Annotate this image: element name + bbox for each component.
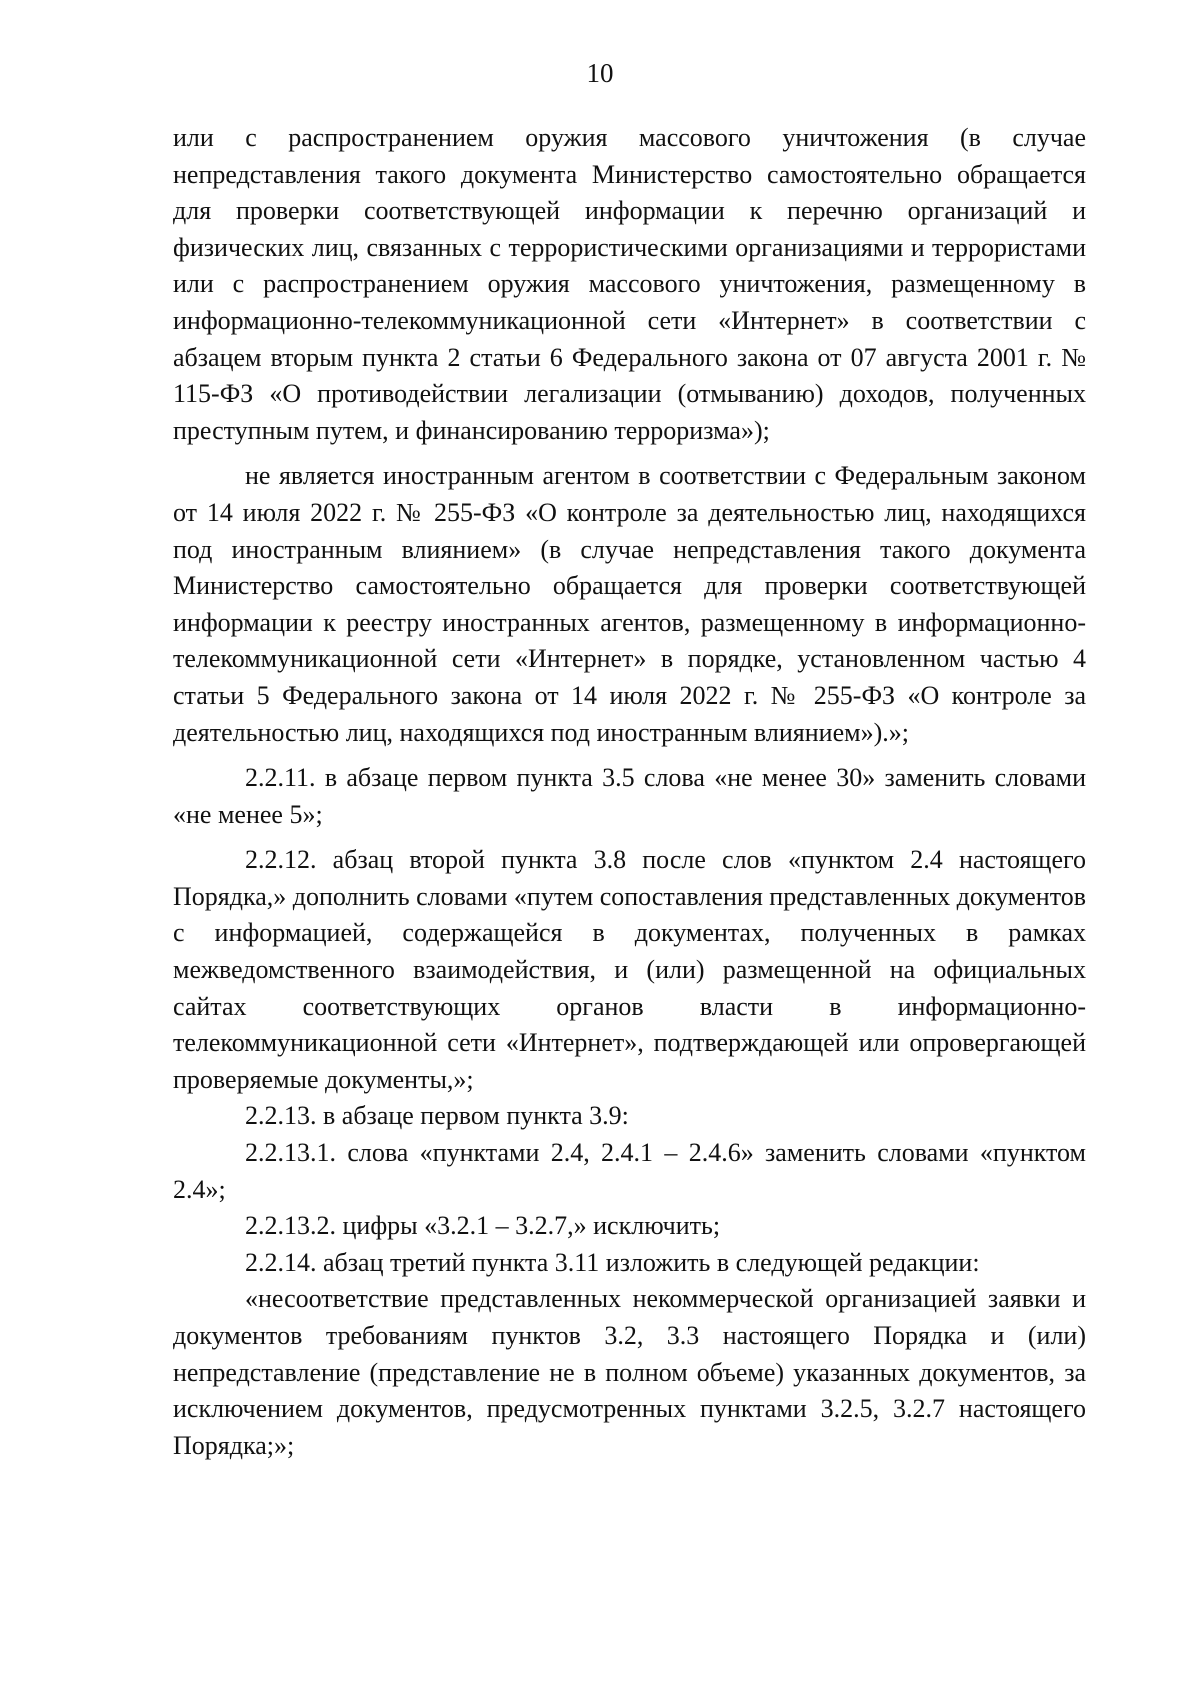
- paragraph-8: 2.2.14. абзац третий пункта 3.11 изложить в следующей редакции:: [245, 1247, 980, 1277]
- paragraph-3: 2.2.11. в абзаце первом пункта 3.5 слова «не менее 30» заменить словами «не менее 5»;: [173, 763, 1086, 829]
- paragraph-2: не является иностранным агентом в соответствии с Федеральным законом от 14 июля 2022 г. № 255-ФЗ «О контроле за деятельностью лиц, находящихся под иностранным влиянием» (в случае непредставления такого документа Министерство самостоятельно обращается для проверки соответствующей информации к реестру иностранных агентов, размещенному в информационно-телекоммуникационной сети «Интернет» в порядке, установленном частью 4 статьи 5 Федерального закона от 14 июля 2022 г. № 255-ФЗ «О контроле за деятельностью лиц, находящихся под иностранным влиянием»).»;: [173, 461, 1086, 747]
- page-number: 10: [586, 58, 614, 88]
- paragraph-5: 2.2.13. в абзаце первом пункта 3.9:: [245, 1101, 629, 1131]
- paragraph-9: «несоответствие представленных некоммерческой организацией заявки и документов требованиям пунктов 3.2, 3.3 настоящего Порядка и (или) непредставление (представление не в полном объеме) указанных документов, за исключением документов, предусмотренных пунктами 3.2.5, 3.2.7 настоящего Порядка;»;: [173, 1284, 1086, 1460]
- paragraph-1: или с распространением оружия массового уничтожения (в случае непредставления такого документа Министерство самостоятельно обращается для проверки соответствующей информации к перечню организаций и физических лиц, связанных с террористическими организациями и террористами или с распространением оружия массового уничтожения, размещенному в информационно-телекоммуникационной сети «Интернет» в соответствии с абзацем вторым пункта 2 статьи 6 Федерального закона от 07 августа 2001 г. № 115-ФЗ «О противодействии легализации (отмыванию) доходов, полученных преступным путем, и финансированию терроризма»);: [173, 123, 1086, 445]
- paragraph-4: 2.2.12. абзац второй пункта 3.8 после слов «пунктом 2.4 настоящего Порядка,» дополнить словами «путем сопоставления представленных документов с информацией, содержащейся в документах, полученных в рамках межведомственного взаимодействия, и (или) размещенной на официальных сайтах соответствующих органов власти в информационно-телекоммуникационной сети «Интернет», подтверждающей или опровергающей проверяемые документы,»;: [173, 845, 1086, 1094]
- paragraph-6: 2.2.13.1. слова «пунктами 2.4, 2.4.1 – 2.4.6» заменить словами «пунктом 2.4»;: [173, 1138, 1086, 1204]
- document-body: [173, 120, 1086, 1464]
- paragraph-7: 2.2.13.2. цифры «3.2.1 – 3.2.7,» исключить;: [245, 1211, 721, 1241]
